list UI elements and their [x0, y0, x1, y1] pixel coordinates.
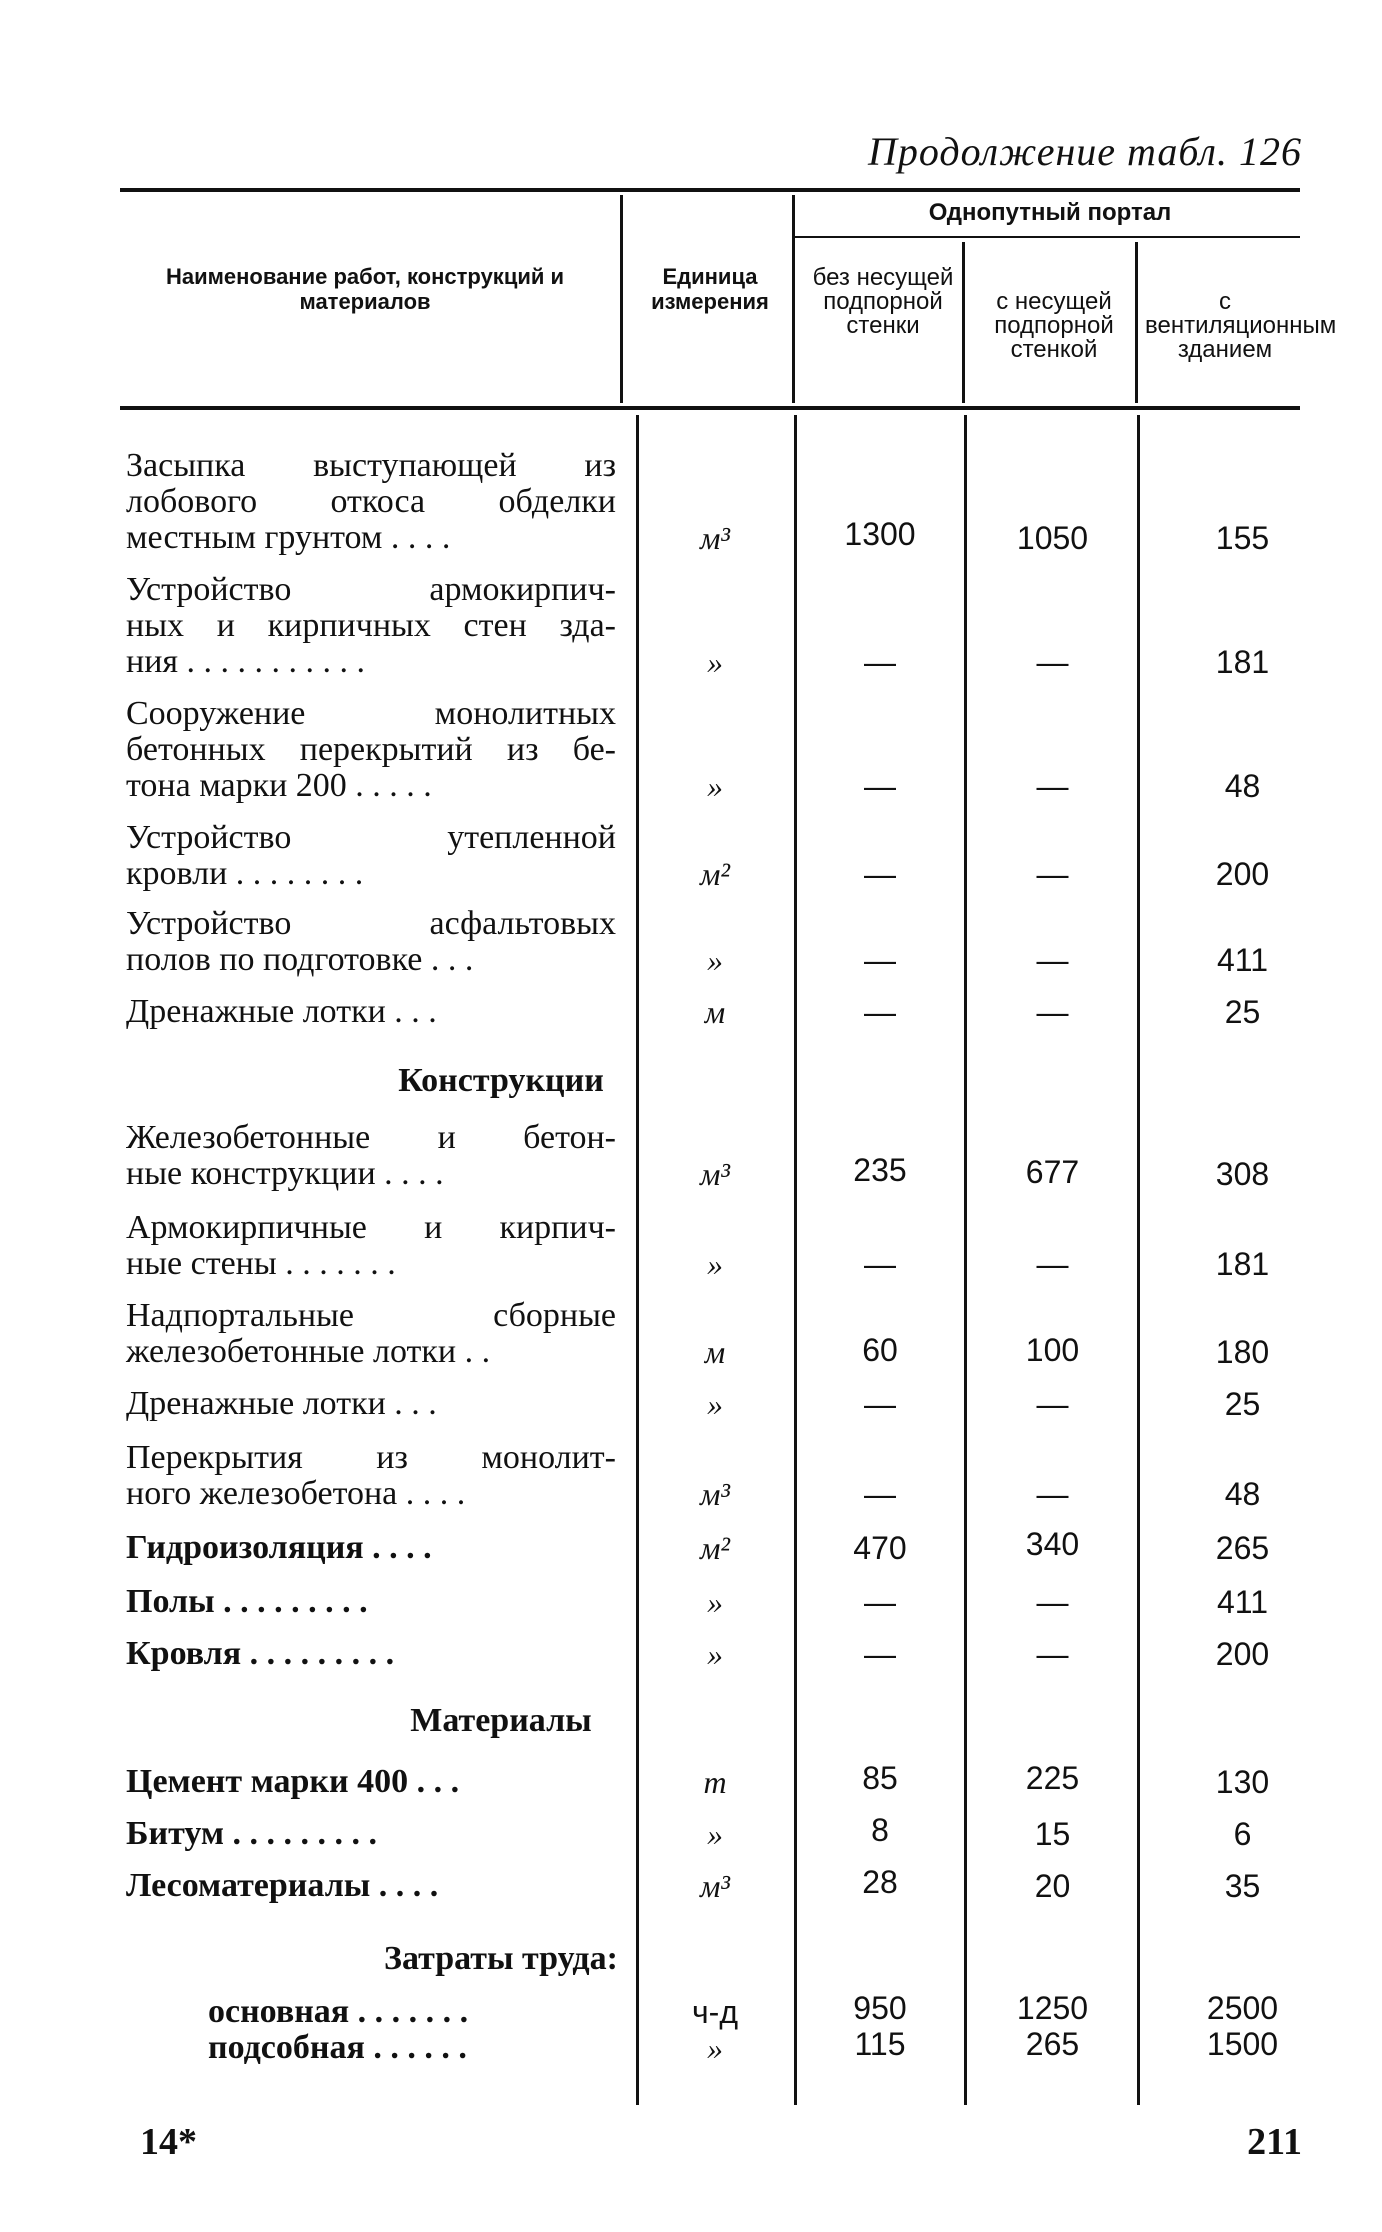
row-name-line: кровли . . . . . . . .	[126, 855, 364, 892]
row-value-1: 1300	[844, 516, 916, 552]
row-name-line: ные стены . . . . . . .	[126, 1245, 396, 1282]
row-value-2: —	[1036, 644, 1069, 680]
header-top-rule	[120, 188, 1300, 192]
row-value-3: 411	[1216, 1584, 1268, 1620]
row-value-1: —	[864, 1476, 896, 1512]
row-name	[126, 1816, 616, 1852]
row-value-3: 308	[1215, 1156, 1270, 1192]
row-unit: т	[703, 1764, 727, 1800]
row-value-3: 48	[1224, 768, 1261, 804]
row-value-2: —	[1036, 1386, 1069, 1422]
row-name-line: ные конструкции . . . .	[126, 1155, 444, 1192]
page-number: 211	[1247, 2121, 1302, 2163]
table-caption: Продолжение табл. 126	[867, 129, 1302, 174]
row-name	[126, 1386, 616, 1422]
row-unit: »	[707, 1386, 723, 1422]
row-value-1: 950	[853, 1990, 907, 2026]
row-name-line: Полы . . . . . . . . .	[126, 1583, 368, 1620]
row-unit: м³	[699, 520, 730, 556]
row-name	[126, 1764, 616, 1800]
body-divider-4	[1137, 415, 1140, 2105]
row-name-line: Дренажные лотки . . .	[126, 993, 437, 1030]
row-value-1: —	[864, 1246, 896, 1282]
header-name: Наименование работ, конструкций и материалов	[165, 264, 565, 314]
header-divider-1	[620, 195, 623, 403]
row-value-1: —	[864, 768, 896, 804]
row-value-3: 180	[1215, 1334, 1270, 1370]
row-value-3: 2500	[1206, 1990, 1279, 2026]
row-name-line: Сооружение монолитных	[126, 695, 616, 732]
header-col-2: с несущей подпорной стенкой	[994, 288, 1114, 363]
row-unit: м²	[699, 856, 730, 892]
row-value-2: —	[1036, 768, 1069, 804]
row-name-line: Устройство армокирпич-	[126, 571, 616, 608]
row-unit: »	[707, 644, 723, 680]
row-unit: м	[704, 1334, 726, 1370]
row-value-2: 20	[1034, 1868, 1071, 1904]
footer-signature: 14*	[140, 2121, 197, 2163]
row-value-2: —	[1036, 1476, 1069, 1512]
row-value-2: 15	[1034, 1816, 1071, 1852]
row-value-1: —	[864, 856, 896, 892]
header-divider-2	[792, 195, 795, 403]
row-name-line: Устройство утепленной	[126, 819, 616, 856]
row-value-1: 470	[853, 1530, 907, 1566]
row-unit: м²	[699, 1530, 730, 1566]
row-value-1: 60	[862, 1332, 898, 1368]
row-value-3: 25	[1224, 1386, 1261, 1422]
header-col-3: с вентиляционным зданием	[1145, 288, 1337, 363]
row-value-2: —	[1036, 1246, 1069, 1282]
row-value-3: 25	[1224, 994, 1261, 1030]
row-value-3: 48	[1224, 1476, 1261, 1512]
group-header-rule	[794, 236, 1300, 238]
row-name-line: железобетонные лотки . .	[126, 1333, 491, 1370]
row-name	[126, 696, 616, 804]
row-name	[126, 820, 616, 892]
row-value-1: —	[864, 1636, 896, 1672]
row-name	[126, 1530, 616, 1566]
row-value-1: 85	[862, 1760, 898, 1796]
row-name-line: Засыпка выступающей из	[126, 447, 616, 484]
row-name-line: Надпортальные сборные	[126, 1297, 616, 1334]
body-divider-3	[964, 415, 967, 2105]
row-value-3: 200	[1215, 856, 1270, 892]
row-value-1: —	[864, 644, 896, 680]
row-name-line: тона марки 200 . . . . .	[126, 767, 432, 804]
row-value-1: 235	[853, 1152, 907, 1188]
row-value-2: —	[1036, 1584, 1069, 1620]
row-name	[126, 1298, 616, 1370]
row-unit: »	[707, 1636, 723, 1672]
row-name-line: ния . . . . . . . . . . .	[126, 643, 366, 680]
row-value-2: 340	[1025, 1526, 1080, 1562]
row-unit: м	[704, 994, 726, 1030]
row-value-3: 181	[1215, 644, 1270, 680]
row-value-3: 411	[1216, 942, 1268, 978]
row-value-3: 1500	[1206, 2026, 1279, 2062]
row-unit: »	[707, 1246, 723, 1282]
row-value-2: 225	[1025, 1760, 1080, 1796]
header-col-1: без несущей подпорной стенки	[812, 264, 954, 339]
row-value-2: —	[1036, 942, 1069, 978]
row-name	[208, 2030, 616, 2066]
row-name-line: бетонных перекрытий из бе-	[126, 731, 616, 768]
row-name-line: подсобная . . . . . .	[208, 2029, 467, 2066]
row-name-line: лобового откоса обделки	[126, 483, 616, 520]
row-value-3: 181	[1215, 1246, 1270, 1282]
row-name	[126, 1636, 616, 1672]
row-name	[126, 1210, 616, 1282]
row-unit: »	[707, 768, 723, 804]
row-name	[126, 448, 616, 556]
row-unit: »	[707, 942, 723, 978]
row-unit: »	[707, 1584, 723, 1620]
header-unit: Единица измерения	[651, 264, 769, 314]
row-value-1: 28	[862, 1864, 898, 1900]
row-name-line: Устройство асфальтовых	[126, 905, 616, 942]
row-value-1: —	[864, 1584, 896, 1620]
row-name-line: Цемент марки 400 . . .	[126, 1763, 460, 1800]
row-value-3: 6	[1233, 1816, 1252, 1852]
row-value-2: 677	[1025, 1154, 1080, 1190]
row-name-line: ного железобетона . . . .	[126, 1475, 466, 1512]
row-name-line: местным грунтом . . . .	[126, 519, 451, 556]
row-name-line: Кровля . . . . . . . . .	[126, 1635, 395, 1672]
row-value-2: 265	[1025, 2026, 1080, 2062]
row-value-2: 100	[1025, 1332, 1080, 1368]
header-divider-4	[1135, 242, 1138, 403]
row-value-3: 265	[1215, 1530, 1270, 1566]
header-divider-3	[962, 242, 965, 403]
row-name-line: основная . . . . . . .	[208, 1993, 469, 2030]
row-value-3: 130	[1215, 1764, 1270, 1800]
header-group: Однопутный портал	[928, 199, 1172, 226]
row-name-line: полов по подготовке . . .	[126, 941, 474, 978]
row-name-line: Лесоматериалы . . . .	[126, 1867, 439, 1904]
section-heading-labor: Затраты труда:	[384, 1940, 618, 1977]
row-value-1: —	[864, 994, 896, 1030]
row-name-line: ных и кирпичных стен зда-	[126, 607, 616, 644]
row-name-line: Битум . . . . . . . . .	[126, 1815, 378, 1852]
row-value-1: 115	[854, 2026, 906, 2062]
body-divider-1	[636, 415, 639, 2105]
row-unit: »	[707, 1816, 723, 1852]
row-unit: »	[707, 2030, 723, 2066]
body-divider-2	[794, 415, 797, 2105]
row-name	[208, 1994, 616, 2030]
row-name-line: Железобетонные и бетон-	[126, 1119, 616, 1156]
section-heading-materials: Материалы	[410, 1702, 592, 1739]
row-name	[126, 1440, 616, 1512]
row-unit: м³	[699, 1476, 730, 1512]
row-value-3: 35	[1224, 1868, 1261, 1904]
row-name	[126, 572, 616, 680]
row-value-3: 200	[1215, 1636, 1270, 1672]
row-name-line: Дренажные лотки . . .	[126, 1385, 437, 1422]
row-unit: м³	[699, 1156, 730, 1192]
header-bottom-rule	[120, 406, 1300, 410]
row-unit: ч-д	[692, 1994, 738, 2030]
row-value-1: —	[864, 942, 896, 978]
row-name	[126, 1120, 616, 1192]
row-name	[126, 1868, 616, 1904]
row-value-3: 155	[1215, 520, 1270, 556]
row-value-2: 1050	[1016, 520, 1089, 556]
row-name-line: Перекрытия из монолит-	[126, 1439, 616, 1476]
row-value-2: —	[1036, 1636, 1069, 1672]
row-value-1: 8	[871, 1812, 889, 1848]
row-value-1: —	[864, 1386, 896, 1422]
row-value-2: —	[1036, 856, 1069, 892]
row-name	[126, 1584, 616, 1620]
row-value-2: 1250	[1016, 1990, 1089, 2026]
row-name	[126, 906, 616, 978]
row-value-2: —	[1036, 994, 1069, 1030]
row-unit: м³	[699, 1868, 730, 1904]
row-name	[126, 994, 616, 1030]
row-name-line: Армокирпичные и кирпич-	[126, 1209, 616, 1246]
row-name-line: Гидроизоляция . . . .	[126, 1529, 432, 1566]
section-heading-constructions: Конструкции	[398, 1062, 604, 1099]
